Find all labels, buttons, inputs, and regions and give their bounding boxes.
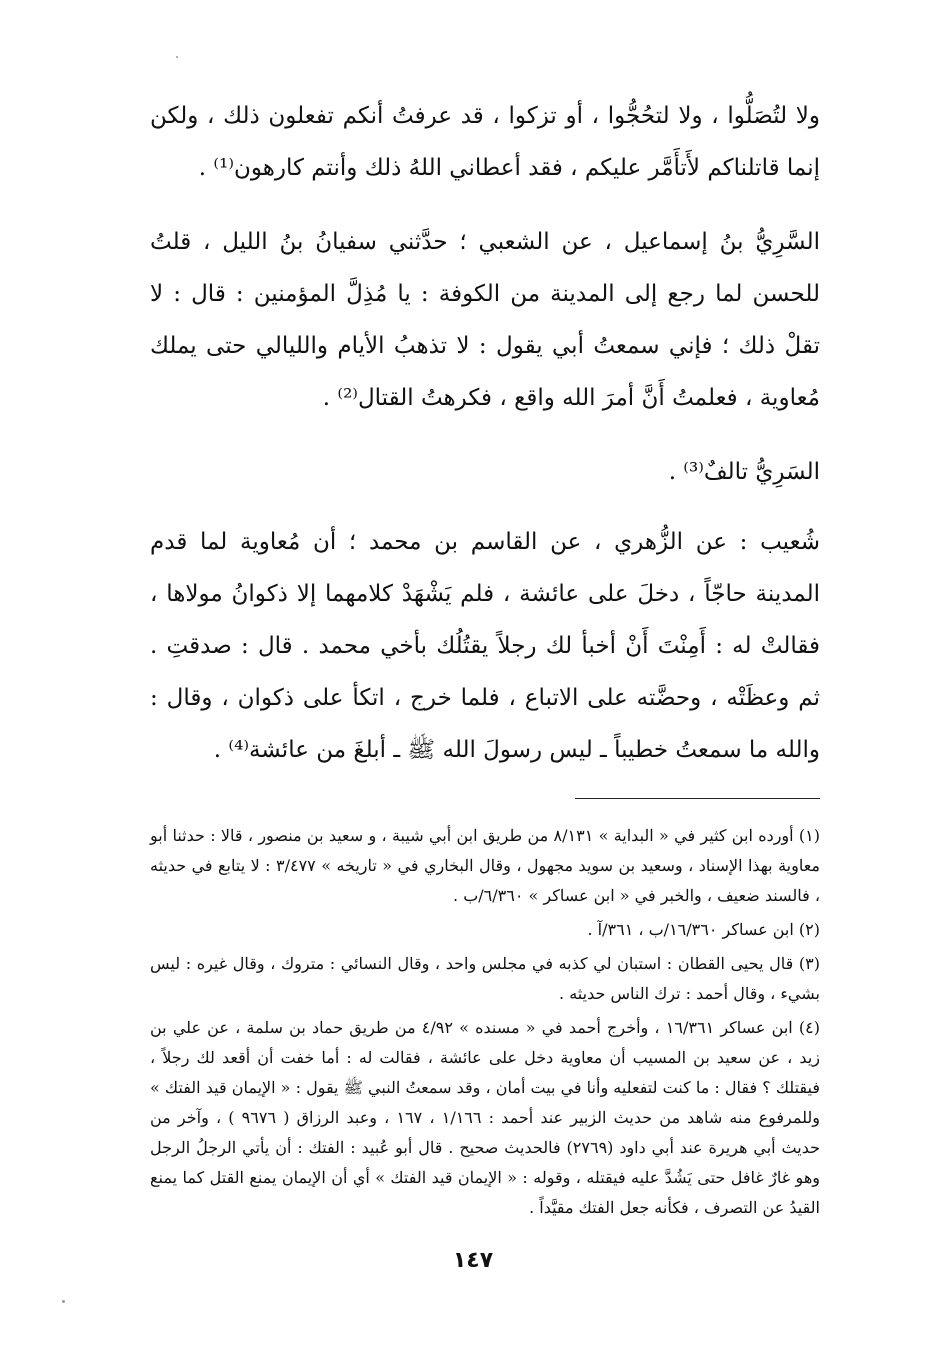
scan-speck	[62, 1300, 65, 1303]
footnote-4: (٤) ابن عساكر ١٦/٣٦١ ، وأخرج أحمد في « مسنده » ٤/٩٢ من طريق حماد بن سلمة ، عن علي بن زيد ، عن سعيد بن المسيب أن معاوية دخل على عائشة ، فقالت له : أما خفت أن أقعد لك رجلاً ، فيقتلك ؟ فقال : ما كنت لتفعليه وأنا في بيت أمان ، وقد سمعتُ النبي ﷺ يقول : « الإيمان قيد الفتك » وللمرفوع منه شاهد من حديث الزبير عند أحمد : ١/١٦٦ ، ١٦٧ ، وعبد الرزاق ( ٩٦٧٦ ) ، وآخر من حديث أبي هريرة عند أبي داود (٢٧٦٩) فالحديث صحيح . قال أبو عُبيد : الفتك : أن يأتي الرجلُ الرجل وهو غارٌ غافل حتى يَشُدَّ عليه فيقتله ، وقوله : « الإيمان قيد الفتك » أي أن الإيمان يمنع القتل كما يمنع القيدُ عن التصرف ، فكأنه جعل الفتك مقيَّداً .	[150, 1018, 821, 1217]
body-paragraph-4: شُعيب : عن الزُّهري ، عن القاسم بن محمد ؛ أن مُعاوية لما قدم المدينة حاجّاً ، دخلَ على عائشة ، فلم يَشْهَدْ كلامهما إلا ذكوانُ مولاها ، فقالتْ له : أَمِنْتَ أَنْ أخبأ لك رجلاً يقتُلُك بأخي محمد . قال : صدقتِ . ثم وعظَتْه ، وحضَّته على الاتباع ، فلما خرج ، اتكأ على ذكوان ، وقال : والله ما سمعتُ خطيباً ـ ليس رسولَ الله ﷺ ـ أبلغَ من عائشة⁽⁴⁾ .	[150, 529, 820, 763]
page-number: ١٤٧	[452, 1248, 494, 1273]
footnote-divider	[575, 798, 820, 799]
body-paragraph-1: ولا لتُصَلُّوا ، ولا لتحُجُّوا ، أو تزكوا ، قد عرفتُ أنكم تفعلون ذلك ، ولكن إنما قاتلناكم لأَتأَمَّر عليكم ، فقد أعطاني اللهُ ذلك وأنتم كارهون⁽¹⁾ .	[150, 103, 820, 181]
footnote-1: (١) أورده ابن كثير في « البداية » ٨/١٣١ من طريق ابن أبي شيبة ، و سعيد بن منصور ، قالا : حدثنا أبو معاوية بهذا الإسناد ، وسعيد بن سويد مجهول ، وقال البخاري في « تاريخه » ٣/٤٧٧ : لا يتابع في حديثه ، فالسند ضعيف ، والخبر في « ابن عساكر » ٦/٣٦٠/ب .	[150, 826, 820, 905]
body-paragraph-2: السَّرِيُّ بنُ إسماعيل ، عن الشعبي ؛ حدَّثني سفيانُ بنُ الليل ، قلتُ للحسن لما رجع إلى المدينة من الكوفة : يا مُذِلَّ المؤمنين : قال : لا تقلْ ذلك ؛ فإني سمعتُ أبي يقول : لا تذهبُ الأيام والليالي حتى يملك مُعاوية ، فعلمتُ أَنَّ أمرَ الله واقع ، فكرهتُ القتال⁽²⁾ .	[150, 229, 820, 411]
page-body	[150, 90, 820, 1227]
footnote-3: (٣) قال يحيى القطان : استبان لي كذبه في مجلس واحد ، وقال النسائي : متروك ، وقال غيره : ليس بشيء ، وقال أحمد : ترك الناس حديثه .	[150, 954, 820, 1003]
scan-speck	[176, 56, 178, 58]
body-paragraph-3: السَرِيُّ تالفٌ⁽³⁾ .	[668, 459, 820, 485]
footnote-2: (٢) ابن عساكر ١٦/٣٦٠/ب ، ٣٦١/آ .	[587, 920, 820, 939]
